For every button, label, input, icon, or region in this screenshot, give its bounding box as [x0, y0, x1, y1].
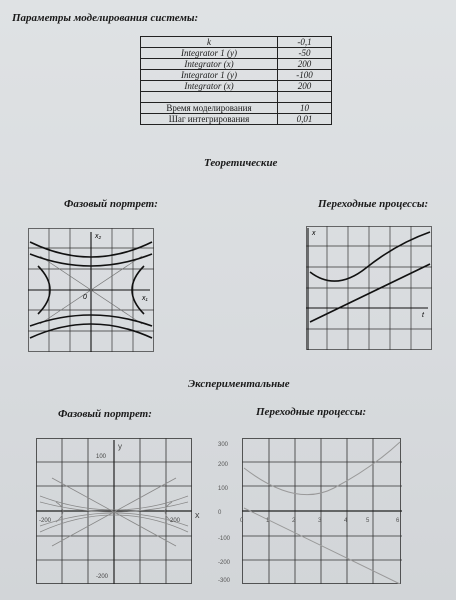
experiment-phase-x-label: x [195, 510, 200, 520]
page-title: Параметры моделирования системы: [12, 12, 199, 24]
x-tick-label: 0 [240, 518, 244, 524]
param-value: 10 [278, 103, 332, 114]
theory-transient-chart [306, 226, 432, 350]
param-value: -0,1 [278, 37, 332, 48]
theory-heading: Теоретические [204, 157, 278, 169]
param-name: Integrator (x) [141, 81, 278, 92]
experiment-phase-title: Фазовый портрет: [58, 408, 152, 420]
experiment-phase-bottom-label: -200 [96, 574, 109, 580]
param-value: -100 [278, 70, 332, 81]
param-row [141, 114, 332, 125]
param-name: Шаг интегрирования [141, 114, 278, 125]
experiment-transient-chart [216, 438, 402, 584]
param-value: 0,01 [278, 114, 332, 125]
experiment-transient-title: Переходные процессы: [256, 406, 367, 418]
param-value: -50 [278, 48, 332, 59]
y-tick-label: 300 [218, 442, 229, 448]
x-tick-label: 3 [318, 518, 322, 524]
experiment-phase-left-label: -200 [39, 518, 52, 524]
experiment-phase-top-label: 100 [96, 454, 107, 460]
y-tick-label: 100 [218, 486, 229, 492]
parameters-table [140, 36, 332, 125]
theory-phase-x-label: x₁ [142, 295, 148, 302]
param-row [141, 70, 332, 81]
y-tick-label: -300 [218, 578, 231, 584]
theory-transient-x-label: t [422, 312, 424, 319]
y-tick-label: -200 [218, 560, 231, 566]
param-value: 200 [278, 59, 332, 70]
experiment-transient-x-ticks [240, 518, 400, 524]
experiment-phase-portrait [36, 438, 192, 584]
theory-phase-portrait [28, 228, 154, 352]
theory-phase-y-label: x₂ [95, 233, 102, 240]
theory-phase-origin: 0 [83, 294, 87, 301]
param-row [141, 92, 332, 103]
param-name: Integrator 1 (y) [141, 48, 278, 59]
experiment-phase-right-label: 200 [170, 518, 181, 524]
param-value [278, 92, 332, 103]
param-row [141, 48, 332, 59]
param-name: Integrator 1 (y) [141, 70, 278, 81]
x-tick-label: 5 [366, 518, 370, 524]
y-tick-label: -100 [218, 536, 231, 542]
param-row [141, 81, 332, 92]
x-tick-label: 6 [396, 518, 400, 524]
theory-phase-title: Фазовый портрет: [64, 198, 158, 210]
x-tick-label: 4 [344, 518, 348, 524]
param-name: Integrator (x) [141, 59, 278, 70]
experiment-transient-y-ticks [218, 442, 231, 584]
experiment-transient-curves [244, 442, 400, 584]
param-name: k [141, 37, 278, 48]
param-name: Время моделирования [141, 103, 278, 114]
param-name [141, 92, 278, 103]
y-tick-label: 0 [218, 510, 222, 516]
theory-transient-y-label: x [312, 230, 316, 237]
y-tick-label: 200 [218, 462, 229, 468]
param-row [141, 103, 332, 114]
param-row [141, 59, 332, 70]
theory-transient-title: Переходные процессы: [318, 198, 429, 210]
experiment-heading: Экспериментальные [188, 378, 290, 390]
param-value: 200 [278, 81, 332, 92]
theory-transient-grid [306, 226, 432, 350]
experiment-phase-y-label: y [118, 442, 122, 451]
x-tick-label: 2 [292, 518, 296, 524]
param-row [141, 37, 332, 48]
x-tick-label: 1 [266, 518, 270, 524]
